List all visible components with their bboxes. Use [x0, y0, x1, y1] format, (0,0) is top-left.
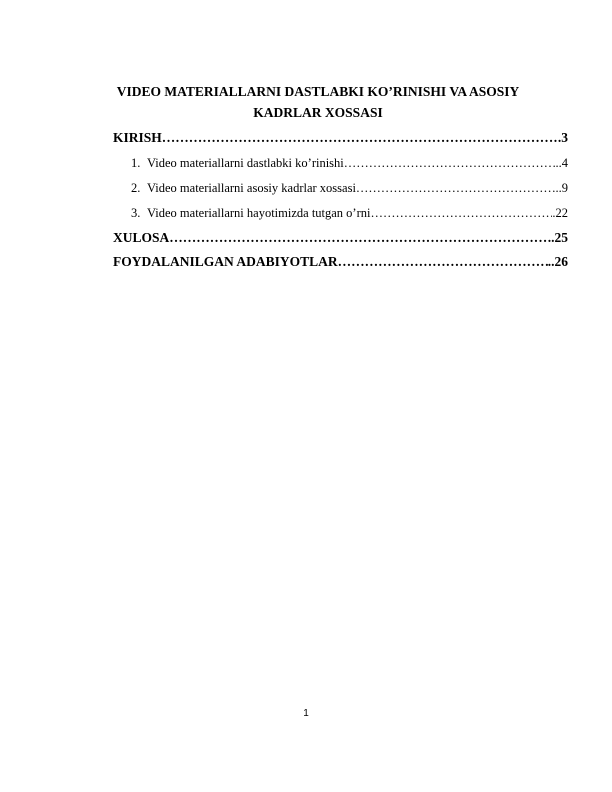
toc-entry-label: FOYDALANILGAN ADABIYOTLAR — [113, 254, 338, 269]
toc-entry-kirish[interactable] — [113, 130, 568, 146]
toc-entry-page: ..9 — [555, 181, 568, 195]
toc-entry-item-1[interactable] — [131, 155, 568, 171]
page-number: 1 — [303, 708, 309, 719]
toc-entry-label: Video materiallarni dastlabki ko’rinishi — [147, 156, 344, 170]
toc-entry-page: .3 — [557, 130, 568, 145]
toc-entry-page: .25 — [551, 230, 568, 245]
toc-entry-item-3[interactable] — [131, 205, 568, 221]
toc-item-number: 3. — [131, 206, 141, 220]
toc-item-number: 2. — [131, 181, 141, 195]
toc-dot-leader — [370, 205, 552, 221]
toc-dot-leader — [162, 130, 558, 146]
toc-entry-xulosa[interactable] — [113, 230, 568, 246]
toc-entry-page: .22 — [552, 206, 568, 220]
toc-dot-leader — [169, 230, 551, 246]
toc-entry-label: KIRISH — [113, 130, 162, 145]
document-title-line-2: KADRLAR XOSSASI — [253, 105, 383, 120]
toc-dot-leader — [356, 180, 556, 196]
toc-dot-leader — [338, 254, 548, 270]
toc-entry-foydalanilgan-adabiyotlar[interactable] — [113, 254, 568, 270]
toc-entry-label: XULOSA — [113, 230, 170, 245]
toc-entry-label: Video materiallarni hayotimizda tutgan o’rni — [147, 206, 371, 220]
toc-entry-label: Video materiallarni asosiy kadrlar xossasi — [147, 181, 356, 195]
toc-entry-page: ..4 — [555, 156, 568, 170]
toc-item-number: 1. — [131, 156, 141, 170]
toc-dot-leader — [344, 155, 556, 171]
document-title-line-1: VIDEO MATERIALLARNI DASTLABKI KO’RINISHI VA ASOSIY — [116, 84, 520, 99]
toc-entry-item-2[interactable] — [131, 180, 568, 196]
toc-entry-page: ..26 — [547, 254, 568, 269]
